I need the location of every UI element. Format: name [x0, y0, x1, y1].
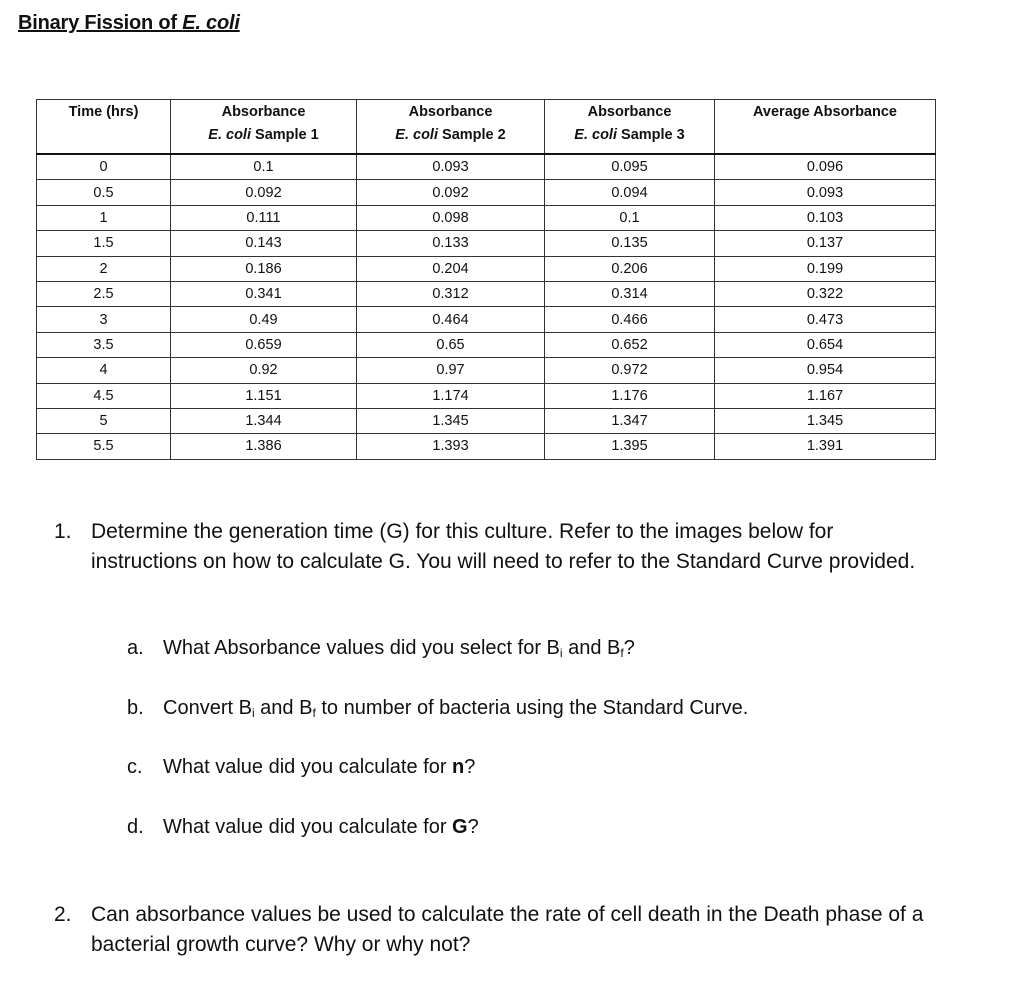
table-row — [37, 281, 936, 306]
cell-sample-3: 0.095 — [545, 154, 715, 180]
subquestion-d: d. What value did you calculate for G? — [127, 816, 479, 838]
cell-sample-1: 1.344 — [171, 408, 357, 433]
cell-sample-2: 1.393 — [357, 434, 545, 459]
cell-time: 3 — [37, 307, 171, 332]
table-row — [37, 256, 936, 281]
cell-sample-1: 0.92 — [171, 358, 357, 383]
question-1 — [54, 517, 934, 577]
cell-average: 0.954 — [715, 358, 936, 383]
cell-average: 0.473 — [715, 307, 936, 332]
table-row — [37, 154, 936, 180]
cell-time: 5 — [37, 408, 171, 433]
table-body — [37, 154, 936, 459]
cell-time: 1 — [37, 205, 171, 230]
cell-time: 4.5 — [37, 383, 171, 408]
subquestion-c: c. What value did you calculate for n? — [127, 756, 476, 778]
table-row — [37, 180, 936, 205]
cell-sample-1: 0.49 — [171, 307, 357, 332]
cell-average: 0.137 — [715, 231, 936, 256]
cell-sample-1: 0.1 — [171, 154, 357, 180]
cell-average: 0.322 — [715, 281, 936, 306]
subquestion-a: a. What Absorbance values did you select for $B_i$ and $B_f$? — [127, 637, 635, 660]
cell-average: 1.167 — [715, 383, 936, 408]
question-2-text: Can absorbance values be used to calculate the rate of cell death in the Death phase of a bacterial growth curve? Why or why not? — [91, 903, 924, 956]
absorbance-table — [36, 99, 936, 460]
cell-average: 1.391 — [715, 434, 936, 459]
header-sample-2-sub: E. coli Sample 2 — [395, 127, 506, 143]
cell-time: 2.5 — [37, 281, 171, 306]
cell-sample-3: 1.395 — [545, 434, 715, 459]
cell-sample-1: 1.386 — [171, 434, 357, 459]
question-2 — [54, 900, 954, 960]
cell-sample-3: 1.176 — [545, 383, 715, 408]
cell-sample-3: 0.135 — [545, 231, 715, 256]
cell-sample-3: 0.1 — [545, 205, 715, 230]
table-row — [37, 332, 936, 357]
header-sample-3-sub: E. coli Sample 3 — [574, 127, 685, 143]
cell-sample-1: 0.659 — [171, 332, 357, 357]
cell-sample-1: 0.341 — [171, 281, 357, 306]
cell-sample-2: 0.092 — [357, 180, 545, 205]
cell-average: 0.103 — [715, 205, 936, 230]
cell-sample-2: 0.464 — [357, 307, 545, 332]
subquestion-b: b. Convert $B_i$ and $B_f$ to number of bacteria using the Standard Curve. — [127, 697, 749, 720]
cell-sample-2: 1.174 — [357, 383, 545, 408]
cell-sample-3: 0.466 — [545, 307, 715, 332]
cell-average: 0.199 — [715, 256, 936, 281]
cell-sample-2: 0.204 — [357, 256, 545, 281]
table-row — [37, 434, 936, 459]
header-sample-1: Absorbance E. coli Sample 1 — [171, 100, 357, 155]
cell-time: 0 — [37, 154, 171, 180]
cell-sample-3: 1.347 — [545, 408, 715, 433]
cell-average: 0.093 — [715, 180, 936, 205]
header-sample-2: Absorbance E. coli Sample 2 — [357, 100, 545, 155]
question-2-number: 2. — [54, 903, 72, 926]
header-sample-3: Absorbance E. coli Sample 3 — [545, 100, 715, 155]
table-header-row — [37, 100, 936, 155]
cell-time: 4 — [37, 358, 171, 383]
question-1-number: 1. — [54, 520, 72, 543]
table-row — [37, 307, 936, 332]
cell-sample-2: 0.093 — [357, 154, 545, 180]
cell-sample-1: 0.143 — [171, 231, 357, 256]
cell-average: 1.345 — [715, 408, 936, 433]
cell-sample-3: 0.314 — [545, 281, 715, 306]
cell-sample-1: 1.151 — [171, 383, 357, 408]
cell-sample-2: 0.312 — [357, 281, 545, 306]
cell-sample-2: 0.97 — [357, 358, 545, 383]
cell-sample-3: 0.206 — [545, 256, 715, 281]
table-row — [37, 408, 936, 433]
header-time: Time (hrs) — [37, 100, 171, 155]
cell-sample-1: 0.092 — [171, 180, 357, 205]
cell-average: 0.096 — [715, 154, 936, 180]
cell-sample-3: 0.972 — [545, 358, 715, 383]
table-row — [37, 205, 936, 230]
question-1-text: Determine the generation time (G) for this culture. Refer to the images below for instructions on how to calculate G. You will need to refer to the Standard Curve provided. — [91, 520, 916, 573]
header-sample-1-sub: E. coli Sample 1 — [208, 127, 319, 143]
cell-time: 1.5 — [37, 231, 171, 256]
table-row — [37, 231, 936, 256]
cell-sample-2: 0.133 — [357, 231, 545, 256]
table-row — [37, 358, 936, 383]
cell-time: 5.5 — [37, 434, 171, 459]
cell-time: 0.5 — [37, 180, 171, 205]
cell-sample-3: 0.094 — [545, 180, 715, 205]
document-title: Binary Fission of E. coli — [18, 12, 240, 34]
table-row — [37, 383, 936, 408]
cell-average: 0.654 — [715, 332, 936, 357]
cell-time: 2 — [37, 256, 171, 281]
cell-time: 3.5 — [37, 332, 171, 357]
cell-sample-2: 1.345 — [357, 408, 545, 433]
cell-sample-2: 0.098 — [357, 205, 545, 230]
cell-sample-3: 0.652 — [545, 332, 715, 357]
cell-sample-1: 0.186 — [171, 256, 357, 281]
header-average: Average Absorbance — [715, 100, 936, 155]
cell-sample-1: 0.111 — [171, 205, 357, 230]
cell-sample-2: 0.65 — [357, 332, 545, 357]
